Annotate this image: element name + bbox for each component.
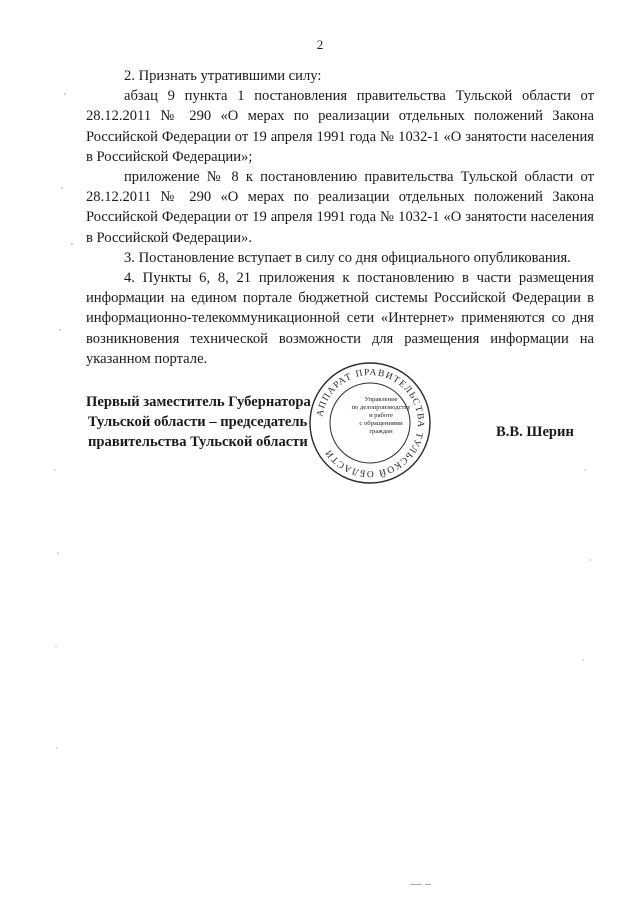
- stamp-inner-text: [350, 396, 412, 436]
- paragraph-revoke-item-2: приложение № 8 к постановлению правительства Тульской области от 28.12.2011 № 290 «О мерах по реализации отдельных положений Закона Российской Федерации от 19 апреля 1991 года № 1032-1 «О занятости населения в Российской Федерации».: [86, 169, 594, 246]
- signatory-position: [86, 392, 311, 452]
- document-body: [86, 66, 594, 369]
- stamp-inner-line: по делопроизводству: [351, 404, 411, 411]
- stamp-inner-line: граждан: [369, 428, 393, 435]
- stamp-ring-text: АППАРАТ ПРАВИТЕЛЬСТВА ТУЛЬСКОЙ ОБЛАСТИ: [315, 367, 426, 479]
- signatory-position-line: правительства Тульской области: [88, 434, 308, 450]
- signatory-position-line: Тульской области – председатель: [88, 414, 308, 430]
- signatory-position-line: Первый заместитель Губернатора: [86, 394, 311, 410]
- stamp-inner-line: Управление: [364, 396, 398, 403]
- stamp-inner-line: и работе: [369, 412, 393, 419]
- stamp-inner-line: с обращениями: [359, 420, 403, 427]
- paragraph-effective-date: 3. Постановление вступает в силу со дня официального опубликования.: [124, 249, 571, 266]
- paragraph-portal-provisions: 4. Пункты 6, 8, 21 приложения к постановлению в части размещения информации на едином портале бюджетной системы Российской Федерации в информационно-телекоммуникационной сети «Интернет» применяются со дня возникновения технической возможности для размещения информации на указанном портале.: [86, 270, 594, 367]
- paragraph-revoke-item-1: абзац 9 пункта 1 постановления правительства Тульской области от 28.12.2011 № 290 «О мерах по реализации отдельных положений Закона Российской Федерации от 19 апреля 1991 года № 1032-1 «О занятости населения в Российской Федерации»;: [86, 88, 594, 165]
- paragraph-revoke-heading: 2. Признать утратившими силу:: [124, 68, 322, 84]
- signatory-name: В.В. Шерин: [496, 424, 574, 440]
- page-number: 2: [316, 37, 324, 52]
